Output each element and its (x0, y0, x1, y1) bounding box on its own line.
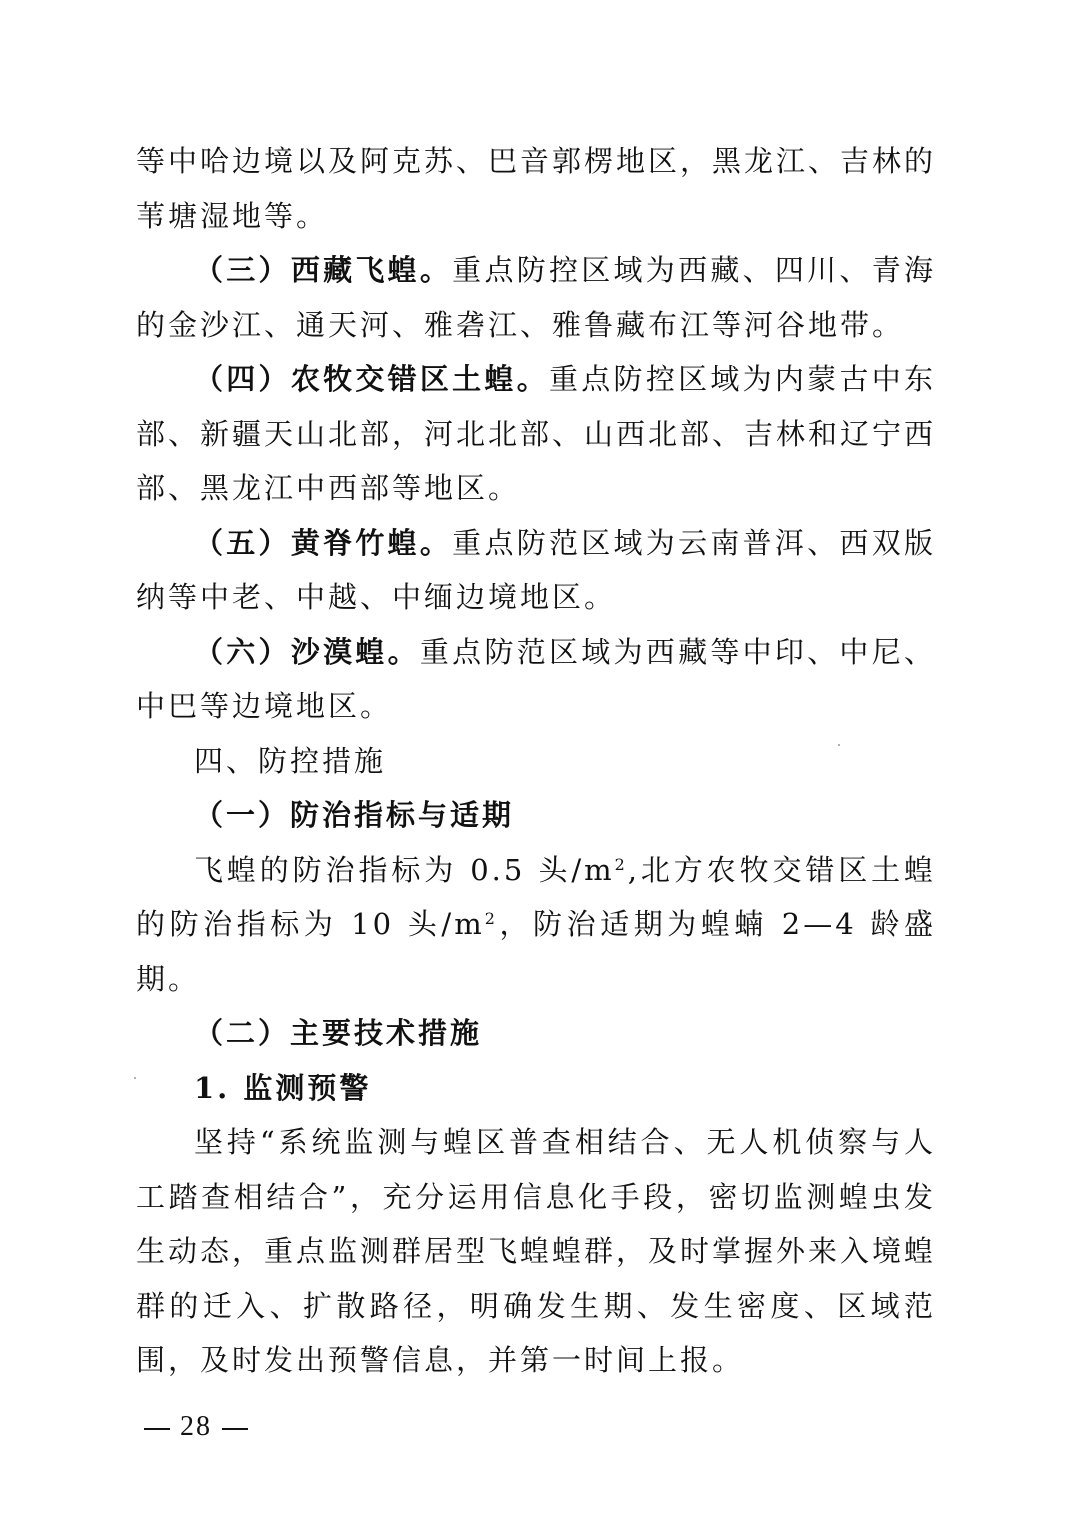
control-index-text-a: 飞蝗的防治指标为 0.5 头/m (194, 852, 615, 887)
paragraph-item-6 (136, 625, 936, 734)
document-body (136, 134, 936, 1388)
paragraph-monitoring: 坚持“系统监测与蝗区普查相结合、无人机侦察与人工踏查相结合”，充分运用信息化手段，密切监测蝗虫发生动态，重点监测群居型飞蝗蝗群，及时掌握外来入境蝗群的迁入、扩散路径，明确发生期、发生密度、区域范围，及时发出预警信息，并第一时间上报。 (136, 1125, 937, 1377)
superscript-2-a: 2 (614, 854, 628, 874)
monitoring-heading: 1. 监测预警 (194, 1070, 372, 1105)
control-index-text-b: ,北方农牧交错区土蝗的防治指标为 10 头/m (136, 852, 937, 941)
footer-dash-left (144, 1428, 170, 1430)
item-6-text: 重点防范区域为西藏等中印、中尼、中巴等边境地区。 (136, 634, 936, 723)
paragraph-control-index (136, 843, 936, 1007)
scan-speck (134, 1077, 136, 1079)
superscript-2-b: 2 (484, 909, 498, 928)
subsection-1-heading: （一）防治指标与适期 (194, 798, 515, 832)
scan-speck (838, 744, 840, 746)
page-number: 28 (180, 1411, 212, 1442)
paragraph-item-4 (136, 352, 936, 516)
paragraph-continuation: 等中哈边境以及阿克苏、巴音郭楞地区，黑龙江、吉林的苇塘湿地等。 (136, 144, 937, 233)
paragraph-item-3 (136, 243, 936, 352)
footer-dash-right (222, 1428, 248, 1430)
item-3-label: （三）西藏飞蝗。 (194, 253, 453, 287)
section-4-heading: 四、防控措施 (194, 743, 387, 778)
item-5-label: （五）黄脊竹蝗。 (194, 525, 453, 560)
paragraph-item-5 (136, 516, 936, 625)
page-footer (134, 1411, 258, 1443)
control-index-text-c: ，防治适期为蝗蝻 2—4 龄盛期。 (136, 907, 937, 996)
item-4-label: （四）农牧交错区土蝗。 (194, 362, 549, 396)
item-3-text: 重点防控区域为西藏、四川、青海的金沙江、通天河、雅砻江、雅鲁藏布江等河谷地带。 (136, 253, 936, 342)
item-5-text: 重点防范区域为云南普洱、西双版纳等中老、中越、中缅边境地区。 (136, 525, 936, 614)
subsection-2-heading: （二）主要技术措施 (194, 1016, 483, 1050)
item-6-label: （六）沙漠蝗。 (194, 634, 420, 669)
item-4-text: 重点防控区域为内蒙古中东部、新疆天山北部，河北北部、山西北部、吉林和辽宁西部、黑龙江中西部等地区。 (136, 362, 937, 505)
